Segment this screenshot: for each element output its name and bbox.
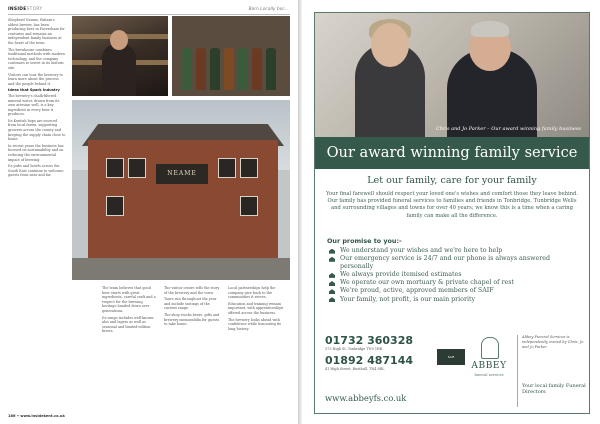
house-icon (329, 297, 335, 302)
paragraph: The team believes that good beer starts with great ingredients, careful craft and a respect for the brewing heritage handed down over generations. (102, 286, 156, 313)
list-item: We're proud, active, approved members of SAIF (327, 287, 581, 295)
house-icon (329, 249, 335, 254)
saif-badge: SAIF (437, 349, 465, 365)
paragraph: The brewhouse combines traditional methods with modern technology, and the company continues to invest in its historic site. (8, 47, 65, 70)
ownership-note (517, 335, 588, 407)
article-column-1 (8, 18, 66, 410)
window (218, 158, 236, 178)
arch-icon (481, 337, 499, 359)
paragraph: The visitor centre tells the story of the brewery and the town. (164, 286, 220, 295)
article-column-2 (102, 286, 158, 410)
paragraph: The shop stocks beers, gifts and brewery memorabilia for guests to take home. (164, 312, 220, 327)
window (106, 196, 124, 216)
bottle (210, 48, 220, 90)
bottle (182, 48, 192, 90)
advert-intro: Your final farewell should respect your loved one's wishes and comfort those they leave behind. Our family has provided funeral services to families and friends in Tonbridge, Tunbridge Wells and surrounding villages and towns for over 40 years; we know this is a time when a caring family can make all the difference. (326, 191, 578, 219)
bottle (238, 48, 248, 90)
paragraph: Its Kentish hops are sourced from local farms, supporting growers across the county and keeping the supply chain close to home. (8, 118, 66, 142)
list-item: Your family, not profit, is our main priority (327, 296, 581, 304)
paragraph: Local partnerships help the company give back to the communities it serves. (228, 286, 276, 300)
list-item: We understand your wishes and we're here to help (327, 247, 581, 255)
window (240, 196, 258, 216)
house-icon (329, 257, 335, 262)
bottle (252, 48, 262, 90)
running-head: Born Locally bor... (248, 7, 288, 12)
abbey-logo (469, 337, 509, 385)
slogan: Your local family Funeral Directors (522, 383, 586, 396)
ground (72, 258, 290, 280)
promise-title: Our promise to you:- (327, 237, 402, 245)
article-column-3 (164, 286, 222, 410)
paragraph: Visitors can tour the brewery to learn more about the process and the people behind it. (8, 72, 63, 86)
paragraph: The brewery's chalk-filtered mineral water, drawn from its own artesian well, is a key ingredient in every beer it produces. (8, 93, 60, 117)
contact-block (325, 335, 445, 374)
bottle (196, 48, 206, 90)
paragraph: Shepherd Neame, Britain's oldest brewer, has been producing beer in Faversham for centuries and remains an independent family business at the heart of the town. (8, 18, 65, 45)
address-tonbridge: 373 High St, Tonbridge TN9 1RR (325, 347, 383, 351)
brewer-figure (102, 44, 136, 96)
photo-caption: Chris and Jo Parker – Our award winning family business (435, 126, 581, 132)
header-rule (8, 14, 290, 15)
advert-page (302, 0, 600, 424)
house-icon (329, 289, 335, 294)
paragraph: The brewery looks ahead with confidence while honouring its long history. (228, 317, 282, 331)
paragraph: Its pubs and hotels across the South East continue to welcome guests from near and far. (8, 164, 64, 178)
article-page (0, 0, 298, 424)
bottle (266, 48, 276, 90)
building-sign: NEAME (156, 164, 208, 184)
list-item: Our emergency service is 24/7 and our phone is always answered personally (327, 255, 581, 271)
logo-sub: funeral services (474, 373, 504, 377)
logo-name: ABBEY (471, 361, 507, 371)
paragraph: In recent years the business has focused on sustainability and on reducing the environmental impact of brewing. (8, 143, 64, 162)
advert-headline: Let our family, care for your family (367, 175, 537, 186)
family-photo (315, 13, 589, 137)
ownership-text: Abbey Funeral Services is independently owned by Chris, Jo and Jo Parker (522, 335, 584, 349)
article-column-4 (228, 286, 288, 410)
bottles-photo (172, 16, 290, 96)
phone-rusthall[interactable]: 01892 487144 (325, 353, 414, 367)
promise-list (327, 247, 581, 304)
paragraph: Education and training remain important, with apprenticeships offered across the business. (228, 301, 284, 315)
website-link[interactable]: www.abbeyfs.co.uk (325, 393, 407, 403)
address-rusthall: 41 High Street, Rusthall, TN4 8RL (325, 366, 385, 371)
window (240, 158, 258, 178)
paragraph: Its range includes well-known ales and lagers as well as seasonal and limited-edition brews. (102, 315, 154, 334)
brewer-head (110, 30, 128, 50)
window (128, 158, 146, 178)
list-item: We always provide itemised estimates (327, 271, 581, 279)
bottle (224, 48, 234, 90)
magazine-tag: INSIDESTORY (8, 7, 43, 12)
house-icon (329, 273, 335, 278)
phone-tonbridge[interactable]: 01732 360328 (325, 334, 414, 347)
man-hair (471, 21, 509, 37)
list-item: We operate our own mortuary & private chapel of rest (327, 279, 581, 287)
paragraph: Tours run throughout the year and include tastings of the current range. (164, 297, 217, 311)
page-folio: 186 • www.insidekent.co.uk (8, 414, 65, 418)
brewer-photo (72, 16, 168, 96)
advert-banner: Our award winning family service (315, 137, 589, 169)
window (106, 158, 124, 178)
brewery-building-photo (72, 100, 290, 280)
funeral-advert (314, 12, 590, 414)
woman-head (371, 23, 409, 67)
house-icon (329, 281, 335, 286)
section-heading: Ideas that Spark Industry (8, 88, 60, 93)
